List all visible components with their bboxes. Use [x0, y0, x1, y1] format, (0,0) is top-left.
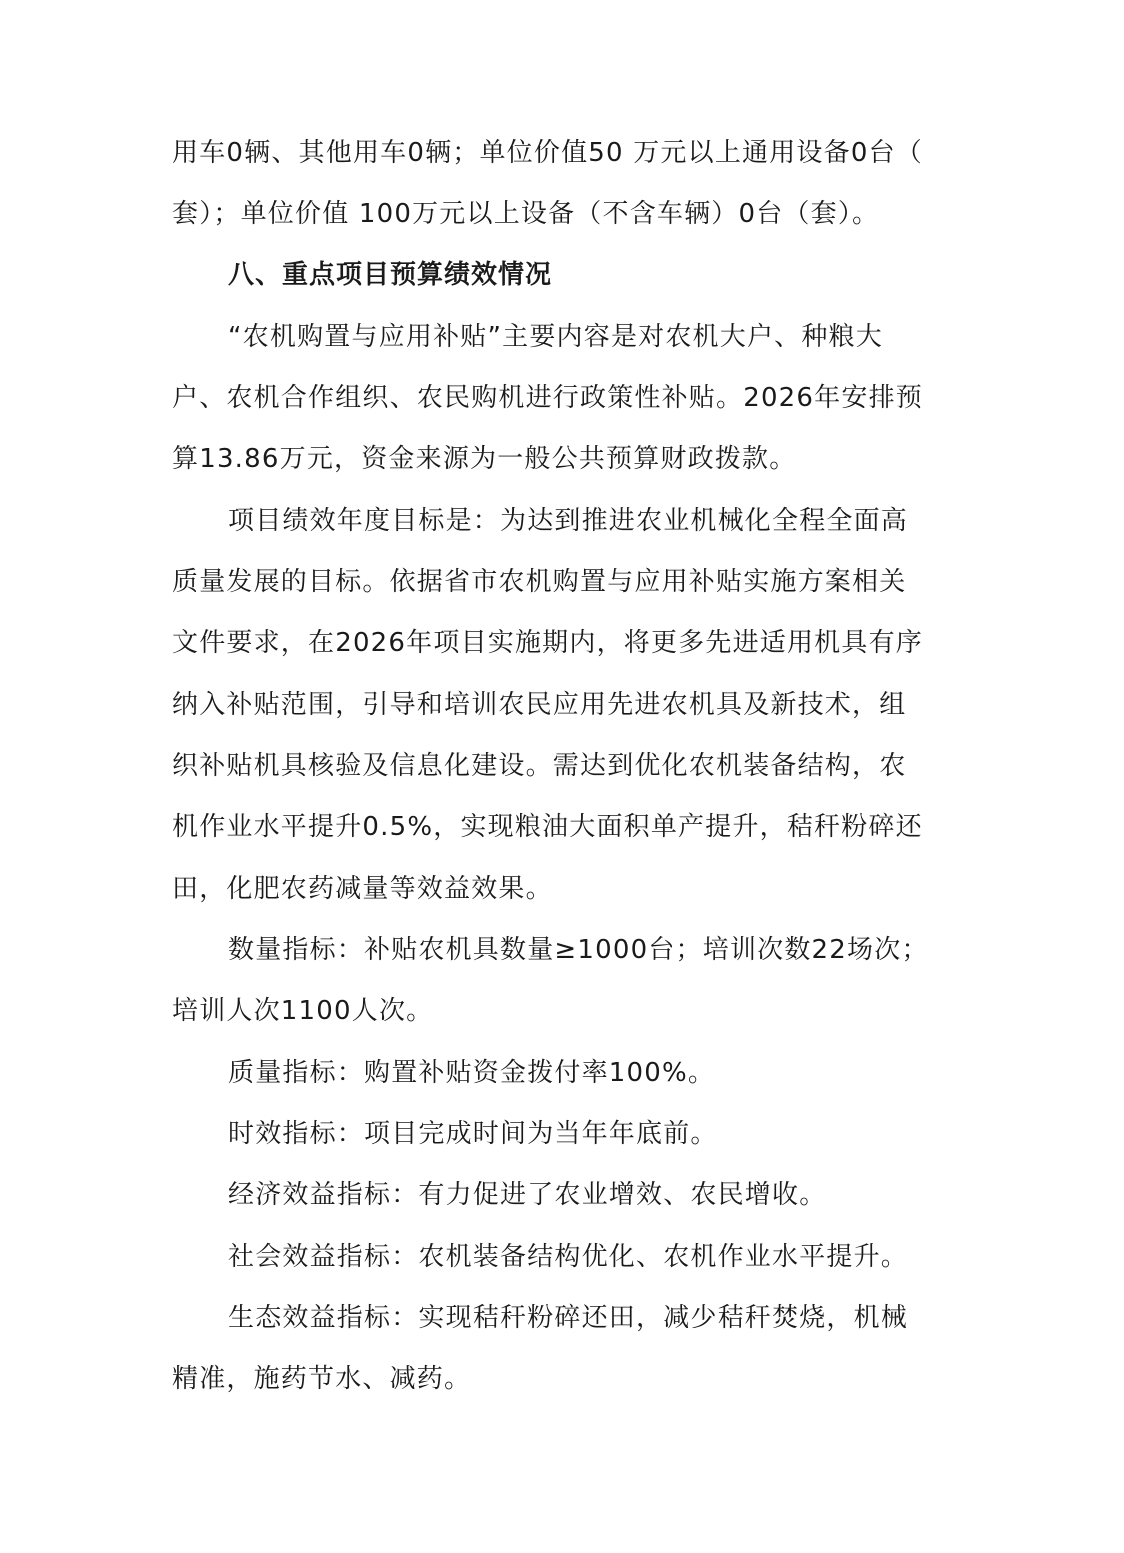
text-line-ecological-2: 精准，施药节水、减药。 [172, 1364, 472, 1394]
text-line-budget: 算13.86万元，资金来源为一般公共预算财政拨款。 [172, 444, 797, 474]
text-line-goal-2: 质量发展的目标。依据省市农机购置与应用补贴实施方案相关 [172, 567, 907, 597]
text-line-quantity-2: 培训人次1100人次。 [172, 996, 434, 1026]
text-line-quality: 质量指标：购置补贴资金拨付率100%。 [228, 1058, 716, 1088]
text-line-economic: 经济效益指标：有力促进了农业增效、农民增收。 [228, 1180, 827, 1210]
text-line-timeliness: 时效指标：项目完成时间为当年年底前。 [228, 1119, 718, 1149]
text-line-subsidy-intro: “农机购置与应用补贴”主要内容是对农机大户、种粮大 [228, 322, 883, 352]
text-line-goal-6: 机作业水平提升0.5%，实现粮油大面积单产提升，秸秆粉碎还 [172, 812, 923, 842]
text-line-subsidy-target: 户、农机合作组织、农民购机进行政策性补贴。2026年安排预 [172, 383, 923, 413]
text-line-ecological-1: 生态效益指标：实现秸秆粉碎还田，减少秸秆焚烧，机械 [228, 1303, 909, 1333]
text-line-goal-1: 项目绩效年度目标是：为达到推进农业机械化全程全面高 [228, 506, 909, 536]
text-line-social: 社会效益指标：农机装备结构优化、农机作业水平提升。 [228, 1242, 909, 1272]
text-line-goal-5: 织补贴机具核验及信息化建设。需达到优化农机装备结构，农 [172, 751, 907, 781]
text-line-equipment: 套）；单位价值 100万元以上设备（不含车辆）0台（套）。 [172, 199, 880, 229]
text-line-vehicles: 用车0辆、其他用车0辆；单位价值50 万元以上通用设备0台（ [172, 138, 923, 168]
text-line-quantity-1: 数量指标：补贴农机具数量≥1000台；培训次数22场次； [228, 935, 929, 965]
section-heading: 八、重点项目预算绩效情况 [228, 260, 553, 290]
text-line-goal-3: 文件要求，在2026年项目实施期内，将更多先进适用机具有序 [172, 628, 923, 658]
text-line-goal-7: 田，化肥农药减量等效益效果。 [172, 874, 553, 904]
text-line-goal-4: 纳入补贴范围，引导和培训农民应用先进农机具及新技术，组 [172, 690, 907, 720]
